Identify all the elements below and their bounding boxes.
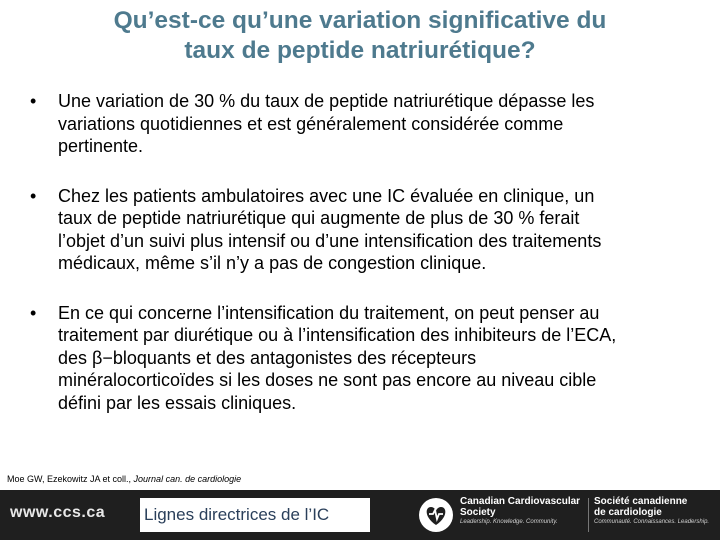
org-en-tagline: Leadership. Knowledge. Community. xyxy=(460,519,558,525)
org-divider xyxy=(588,498,589,532)
page-title xyxy=(20,6,700,66)
bullet-3-line-1: En ce qui concerne l’intensification du traitement, on peut penser au xyxy=(58,302,600,323)
bullet-dot: • xyxy=(30,91,37,111)
org-name-english xyxy=(460,496,580,527)
bullet-list xyxy=(30,90,700,441)
bullet-1-line-2: variations quotidiennes et est généralement considérée comme xyxy=(58,113,564,134)
footer-bar xyxy=(0,490,720,540)
bullet-dot: • xyxy=(30,302,37,323)
bullet-1-line-1: Une variation de 30 % du taux de peptide natriurétique dépasse les xyxy=(58,91,595,111)
org-en-line-2: Society xyxy=(460,507,496,518)
title-line-2: taux de peptide natriurétique? xyxy=(184,37,536,64)
bullet-2-line-2: taux de peptide natriurétique qui augmente de plus de 30 % ferait xyxy=(58,208,580,228)
org-fr-line-1: Société canadienne xyxy=(594,496,688,507)
bullet-1-line-3: pertinente. xyxy=(58,136,144,156)
bullet-3-line-3: des β−bloquants et des antagonistes des récepteurs xyxy=(58,347,477,368)
bullet-2-line-3: l’objet d’un suivi plus intensif ou d’une intensification des traitements xyxy=(58,230,602,251)
footer-url-link[interactable]: www.ccs.ca xyxy=(10,504,106,521)
org-en-line-1: Canadian Cardiovascular xyxy=(460,496,581,507)
bullet-2-line-4: médicaux, même s’il n’y a pas de congestion clinique. xyxy=(58,253,487,273)
bullet-2-line-1: Chez les patients ambulatoires avec une IC évaluée en clinique, un xyxy=(58,185,595,206)
citation xyxy=(7,474,241,484)
bullet-item-1 xyxy=(30,90,700,158)
org-fr-tagline: Communauté. Connaissances. Leadership. xyxy=(594,519,710,525)
bullet-dot: • xyxy=(30,185,37,206)
bullet-item-3 xyxy=(30,302,700,415)
bullet-item-2 xyxy=(30,185,700,275)
footer-guidelines-label: Lignes directrices de l’IC xyxy=(140,498,370,532)
org-fr-line-2: de cardiologie xyxy=(594,507,662,518)
heart-logo-icon xyxy=(416,495,456,535)
bullet-3-line-5: défini par les essais cliniques. xyxy=(58,392,297,413)
citation-authors: Moe GW, Ezekowitz JA et coll., xyxy=(7,474,134,484)
title-line-1: Qu’est-ce qu’une variation significative du xyxy=(113,7,607,34)
bullet-3-line-4: minéralocorticoïdes si les doses ne sont pas encore au niveau cible xyxy=(58,370,597,390)
org-name-french xyxy=(594,496,709,527)
bullet-3-line-2: traitement par diurétique ou à l’intensification des inhibiteurs de l’ECA, xyxy=(58,325,617,345)
citation-journal: Journal can. de cardiologie xyxy=(133,474,242,484)
